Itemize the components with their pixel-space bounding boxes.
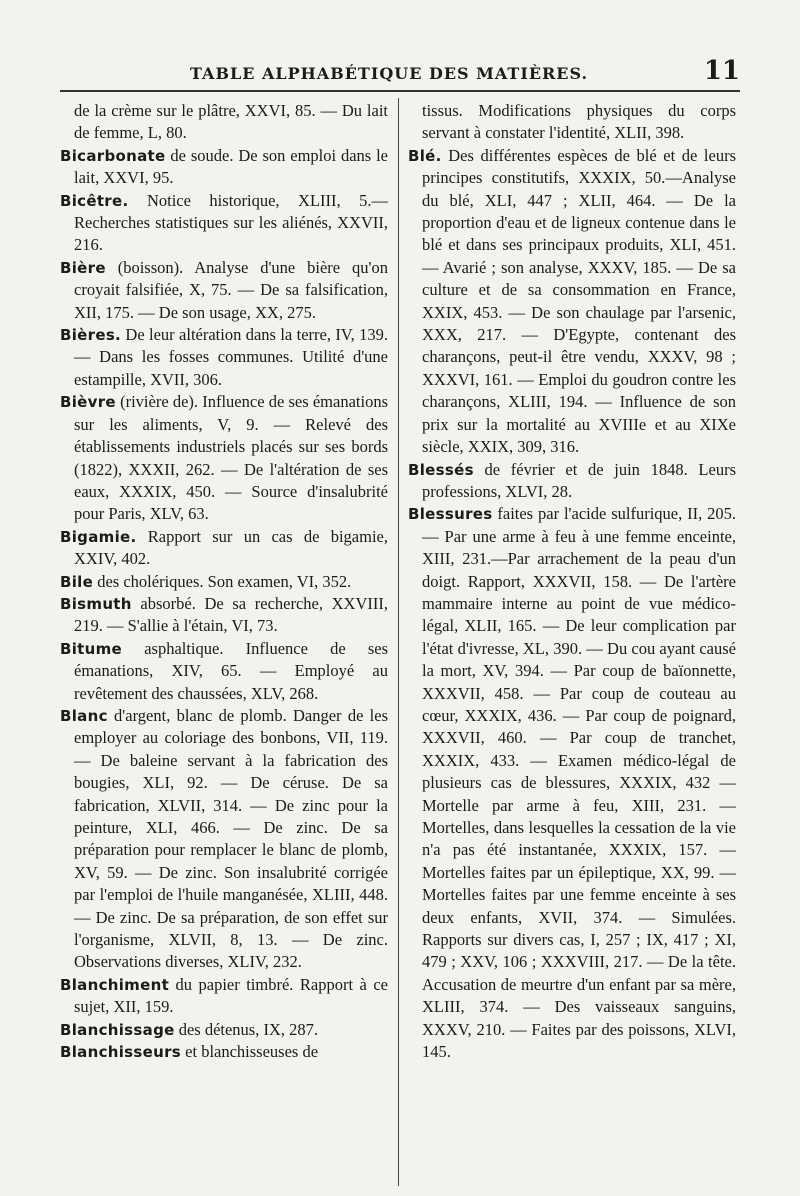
- entry-headword: Blanchissage: [60, 1020, 175, 1039]
- entry-text: De leur altération dans la terre, IV, 139. — Dans les fosses communes. Utilité d'une estampille, XVII, 306.: [74, 325, 388, 389]
- entry-text: (boisson). Analyse d'une bière qu'on croyait falsifiée, X, 75. — De sa falsification, XII, 175. — De son usage, XX, 275.: [74, 257, 388, 322]
- index-entry: [60, 705, 388, 974]
- entry-headword: Blanchisseurs: [60, 1043, 182, 1062]
- index-entry: [408, 459, 736, 504]
- index-entry: [60, 974, 388, 1019]
- running-title: TABLE ALPHABÉTIQUE DES MATIÈRES.: [190, 64, 589, 83]
- entry-headword: Bicêtre.: [60, 191, 129, 210]
- entry-headword: Blanchiment: [60, 975, 170, 994]
- index-entry: [60, 1041, 388, 1063]
- entry-text: et blanchisseuses de: [181, 1042, 319, 1062]
- index-entry: [60, 257, 388, 324]
- entry-text: du papier timbré. Rapport à ce sujet, XII, 159.: [74, 974, 388, 1017]
- entry-headword: Bigamie.: [60, 527, 137, 546]
- index-entry: [60, 526, 388, 571]
- entry-headword: Blanc: [60, 706, 108, 725]
- entry-headword: Bile: [60, 572, 94, 591]
- entry-text: tissus. Modifications physiques du corps servant à constater l'identité, XLII, 398.: [422, 101, 736, 143]
- column-divider: [398, 98, 399, 1186]
- entry-text: Notice historique, XLIII, 5.— Recherches statistiques sur les aliénés, XXVII, 216.: [74, 190, 388, 255]
- entry-text: des cholériques. Son examen, VI, 352.: [93, 571, 352, 591]
- index-entry: [408, 145, 736, 459]
- index-entry: [60, 190, 388, 257]
- index-entry: [60, 145, 388, 190]
- entry-text: de la crème sur le plâtre, XXVI, 85. — Du lait de femme, L, 80.: [74, 101, 388, 143]
- entry-text: Des différentes espèces de blé et de leurs principes constitutifs, XXXIX, 50.—Analyse du blé, XLI, 447 ; XLII, 464. — De la proportion d'eau et de ligneux contenue dans le blé et dans ses principaux produits, XLI, 451. — Avarié ; son analyse, XXXV, 185. — De sa culture et de sa consommation en France, XXIX, 453. — De son chaulage par l'arsenic, XXX, 217. — D'Egypte, contenant des charançons, peut-il être vendu, XXXV, 98 ; XXXVI, 161. — Emploi du goudron contre les charançons, XLIII, 194. — Influence de son prix sur la mortalité au XVIIIe et au XIXe siècle, XXIX, 309, 316.: [422, 145, 736, 457]
- index-entry: [408, 503, 736, 1063]
- entry-headword: Bière: [60, 258, 106, 277]
- entry-headword: Bismuth: [60, 594, 132, 613]
- index-entry: [60, 100, 388, 145]
- index-entry: [60, 324, 388, 391]
- entry-headword: Blé.: [408, 146, 442, 165]
- entry-headword: Bitume: [60, 639, 123, 658]
- entry-text: de février et de juin 1848. Leurs professions, XLVI, 28.: [422, 459, 736, 501]
- index-entry: [60, 593, 388, 638]
- right-column: [408, 100, 736, 1063]
- header-rule: [60, 90, 740, 92]
- entry-headword: Bières.: [60, 326, 122, 345]
- entry-text: asphaltique. Influence de ses émanations, XIV, 65. — Employé au revêtement des chaussées, XLV, 268.: [74, 638, 388, 703]
- entry-text: faites par l'acide sulfurique, II, 205. — Par une arme à feu à une femme enceinte, XIII, 231.—Par arrachement de la peau d'un doigt. Rapport, XXXVII, 158. — De l'artère mammaire interne au point de vue médico-légal, XLII, 165. — De leur complication par l'état d'ivresse, XL, 390. — Du cou ayant causé la mort, XV, 394. — Par coup de baïonnette, XXXVII, 458. — Par coup de couteau au cœur, XXXIX, 436. — Par coup de poignard, XXXVII, 460. — Par coup de tranchet, XXXIX, 433. — Examen médico-légal de plusieurs cas de blessures, XXXIX, 432 —Mortelle par arme à feu, XIII, 231. — Mortelles, dans lesquelles la cessation de la vie n'a pas été instantanée, XXXIX, 157. — Mortelles faites par un épileptique, XX, 99. — Mortelles faites par une femme enceinte à ses deux enfants, XVII, 374. — Simulées. Rapports sur divers cas, I, 257 ; IX, 417 ; XI, 479 ; XXV, 106 ; XXXVIII, 217. — De la tête. Accusation de meurtre d'un enfant par sa mère, XLIII, 374. — Des vaisseaux sanguins, XXXV, 210. — Faites par des poissons, XLVI, 145.: [422, 504, 736, 1062]
- entry-text: Rapport sur un cas de bigamie, XXIV, 402.: [74, 526, 388, 569]
- index-entry: [60, 1019, 388, 1041]
- entry-text: des détenus, IX, 287.: [174, 1019, 319, 1039]
- entry-headword: Blessés: [408, 460, 474, 479]
- entry-headword: Bicarbonate: [60, 146, 166, 165]
- page-number: 11: [703, 56, 740, 86]
- index-entry: [408, 100, 736, 145]
- entry-headword: Blessures: [408, 505, 493, 524]
- entry-text: (rivière de). Influence de ses émanations sur les aliments, V, 9. — Relevé des établissements industriels placés sur ses bords (1822), XXXII, 262. — De l'altération de ses eaux, XXXIX, 450. — Source d'insalubrité pour Paris, XLV, 63.: [74, 392, 388, 524]
- entry-text: de soude. De son emploi dans le lait, XXVI, 95.: [74, 145, 388, 188]
- index-entry: [60, 571, 388, 593]
- entry-text: absorbé. De sa recherche, XXVIII, 219. — S'allie à l'étain, VI, 73.: [74, 593, 388, 636]
- entry-text: d'argent, blanc de plomb. Danger de les employer au coloriage des bonbons, VII, 119. — De baleine servant à la fabrication des bougies, XLI, 92. — De céruse. De sa fabrication, XLVII, 314. — De zinc pour la peinture, XLI, 466. — De zinc. De sa préparation pour remplacer le blanc de plomb, XV, 59. — De zinc. Son insalubrité corrigée par l'emploi de l'huile manganésée, XLIII, 448.— De zinc. De sa préparation, de son effet sur l'organisme, XLVII, 8, 13. — De zinc. Observations diverses, XLIV, 232.: [74, 705, 388, 972]
- left-column: [60, 100, 388, 1063]
- index-entry: [60, 391, 388, 525]
- index-entry: [60, 638, 388, 705]
- page-header: [60, 56, 740, 92]
- entry-headword: Bièvre: [60, 393, 116, 412]
